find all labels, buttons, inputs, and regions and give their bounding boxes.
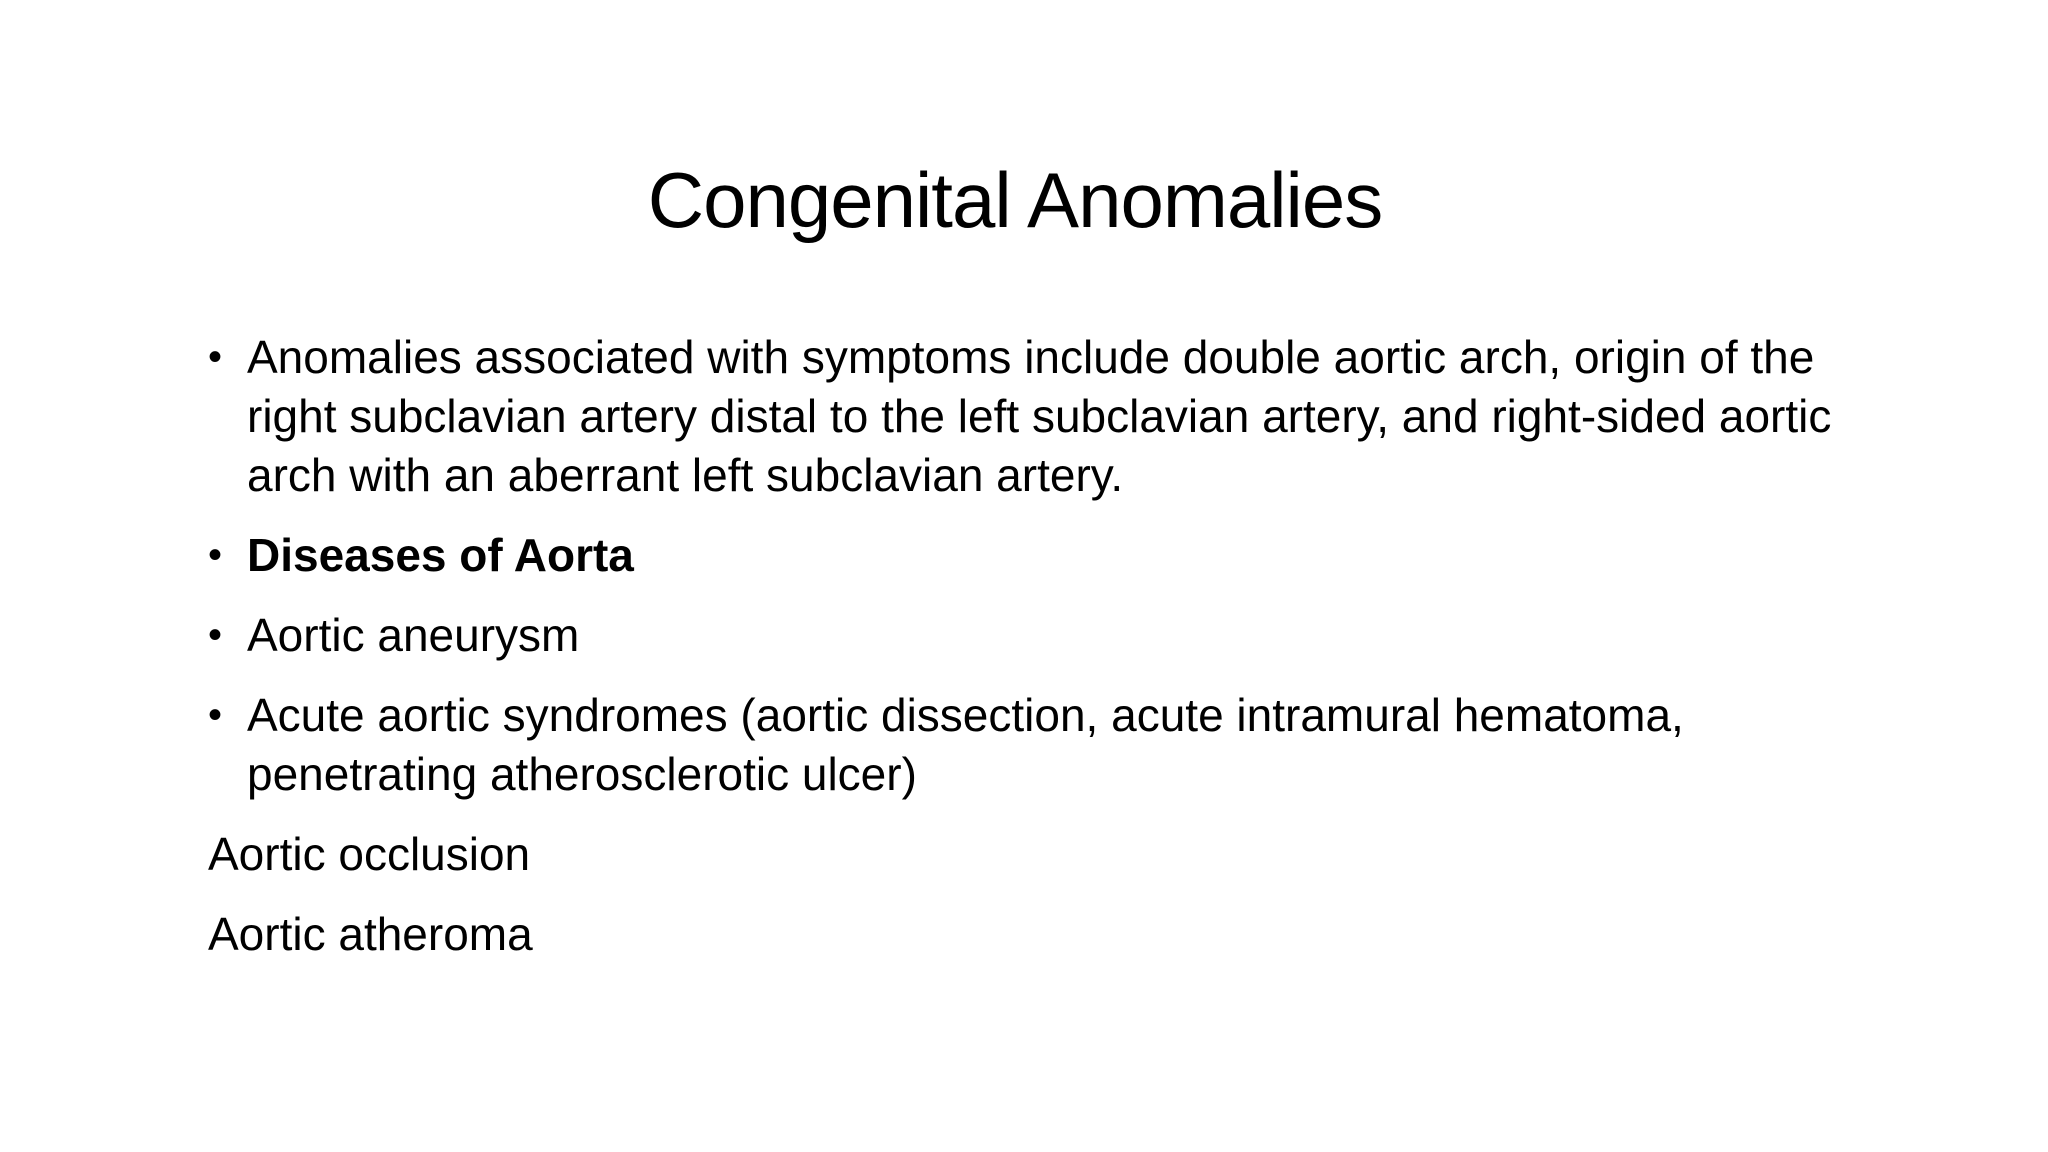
bullet-text: Diseases of Aorta	[247, 529, 634, 581]
slide-body	[208, 328, 1858, 985]
bullet-icon: •	[208, 533, 223, 577]
slide-title: Congenital Anomalies	[647, 156, 1383, 244]
bullet-list	[208, 328, 1858, 804]
bullet-icon: •	[208, 693, 223, 737]
bullet-text: Acute aortic syndromes (aortic dissection, acute intramural hematoma, penetrating atherosclerotic ulcer)	[247, 689, 1684, 800]
bullet-item-anomalies	[208, 328, 1858, 505]
paragraph-aortic-occlusion: Aortic occlusion	[208, 828, 531, 880]
bullet-icon: •	[208, 335, 223, 379]
paragraph-aortic-atheroma: Aortic atheroma	[208, 908, 533, 960]
bullet-text: Aortic aneurysm	[247, 609, 580, 661]
bullet-item-diseases-of-aorta	[208, 526, 1858, 585]
bullet-item-aortic-aneurysm	[208, 606, 1858, 665]
bullet-text: Anomalies associated with symptoms include double aortic arch, origin of the right subclavian artery distal to the left subclavian artery, and right-sided aortic arch with an aberrant left subclavian artery.	[247, 331, 1832, 501]
bullet-item-acute-aortic-syndromes	[208, 686, 1858, 804]
bullet-icon: •	[208, 613, 223, 657]
